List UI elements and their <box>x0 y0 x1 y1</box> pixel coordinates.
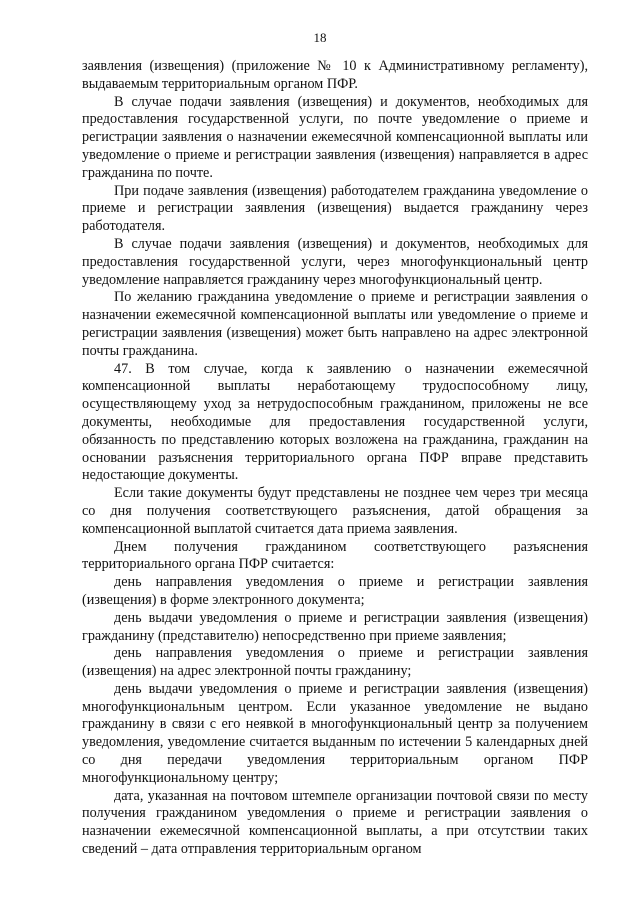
paragraph: день направления уведомления о приеме и регистрации заявления (извещения) в форме электронного документа; <box>82 574 588 608</box>
paragraph: день направления уведомления о приеме и регистрации заявления (извещения) на адрес электронной почты гражданину; <box>82 645 588 680</box>
paragraph: Днем получения гражданином соответствующего разъяснения территориального органа ПФР считается: <box>82 538 588 573</box>
document-body <box>82 58 588 859</box>
paragraph: Если такие документы будут представлены не позднее чем через три месяца со дня получения соответствующего разъяснения, датой обращения за компенсационной выплатой считается дата приема заявления. <box>82 485 588 537</box>
paragraph: день выдачи уведомления о приеме и регистрации заявления (извещения) многофункциональным центром. Если указанное уведомление не выдано гражданину в связи с его неявкой в многофункциональный центр за получением уведомления, уведомление считается выданным по истечении 5 календарных дней со дня передачи уведомления территориальным органом ПФР многофункциональному центру; <box>82 680 588 786</box>
paragraph: При подаче заявления (извещения) работодателем гражданина уведомление о приеме и регистрации заявления (извещения) выдается гражданину через работодателя. <box>82 182 588 235</box>
paragraph-item-47: 47. В том случае, когда к заявлению о назначении ежемесячной компенсационной выплаты неработающему трудоспособному лицу, осуществляющему уход за нетрудоспособным гражданином, приложены не все документы, необходимые для предоставления государственной услуги, обязанность по представлению которых возложена на гражданина, гражданин на основании разъяснения территориального органа ПФР вправе представить недостающие документы. <box>82 360 588 484</box>
paragraph: В случае подачи заявления (извещения) и документов, необходимых для предоставления государственной услуги, через многофункциональный центр уведомление направляется гражданину через многофункциональный центр. <box>82 235 588 288</box>
paragraph-continuation: заявления (извещения) (приложение № 10 к Административному регламенту), выдаваемым территориальным органом ПФР. <box>82 58 588 92</box>
paragraph: По желанию гражданина уведомление о приеме и регистрации заявления о назначении ежемесячной компенсационной выплаты или уведомление о приеме и регистрации заявления (извещения) может быть направлено на адрес электронной почты гражданина. <box>82 289 588 359</box>
paragraph: В случае подачи заявления (извещения) и документов, необходимых для предоставления государственной услуги, по почте уведомление о приеме и регистрации заявления о назначении ежемесячной компенсационной выплаты или уведомление о приеме и регистрации заявления (извещения) направляется в адрес гражданина по почте. <box>82 93 588 181</box>
paragraph: день выдачи уведомления о приеме и регистрации заявления (извещения) гражданину (представителю) непосредственно при приеме заявления; <box>82 609 588 644</box>
paragraph: дата, указанная на почтовом штемпеле организации почтовой связи по месту получения гражданином уведомления о приеме и регистрации заявления о назначении ежемесячной компенсационной выплаты, а при отсутствии таких сведений – дата отправления территориальным органом <box>82 787 588 858</box>
page-number: 18 <box>313 30 327 45</box>
